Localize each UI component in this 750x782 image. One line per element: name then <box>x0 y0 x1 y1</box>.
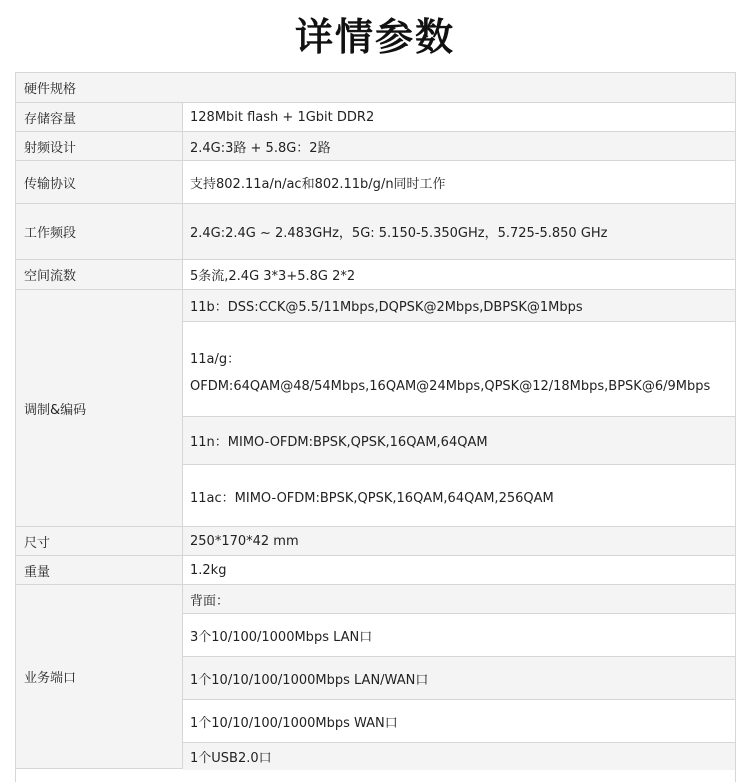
row-label: 空间流数 <box>16 260 183 289</box>
table-row <box>16 160 735 203</box>
row-value: 2.4G:3路 + 5.8G：2路 <box>183 132 735 160</box>
row-label: 尺寸 <box>16 527 183 555</box>
port-item: 1个USB2.0口 <box>183 742 735 770</box>
table-row <box>16 259 735 289</box>
page-title: 详情参数 <box>294 15 455 59</box>
table-row <box>16 203 735 259</box>
spec-table <box>15 72 736 782</box>
port-item: 1个10/10/100/1000Mbps WAN口 <box>183 699 735 742</box>
modulation-item-line: 11a/g： <box>190 352 241 367</box>
table-row <box>16 131 735 160</box>
row-label: 业务端口 <box>16 585 183 768</box>
modulation-item: 11n：MIMO-OFDM:BPSK,QPSK,16QAM,64QAM <box>183 416 735 464</box>
row-label: 重量 <box>16 556 183 584</box>
row-value: 5条流,2.4G 3*3+5.8G 2*2 <box>190 269 356 284</box>
row-value: 1.2kg <box>190 562 227 578</box>
section-header-row <box>16 72 735 102</box>
port-item: 1个10/10/100/1000Mbps LAN/WAN口 <box>183 656 735 699</box>
row-label: 工作频段 <box>16 204 183 259</box>
modulation-item-line: OFDM:64QAM@48/54Mbps,16QAM@24Mbps,QPSK@12/18Mbps,BPSK@6/9Mbps <box>190 379 711 394</box>
table-row <box>16 102 735 131</box>
section-title: 硬件规格 <box>16 73 735 102</box>
modulation-item <box>183 321 735 416</box>
row-value: 2.4G:2.4G ~ 2.483GHz，5G: 5.150-5.350GHz，5.725-5.850 GHz <box>183 204 735 259</box>
port-item: 3个10/100/1000Mbps LAN口 <box>183 613 735 656</box>
table-row <box>16 555 735 584</box>
row-label: 存储容量 <box>16 103 183 131</box>
table-row <box>16 526 735 555</box>
row-value: 支持802.11a/n/ac和802.11b/g/n同时工作 <box>190 176 446 192</box>
modulation-item: 11ac：MIMO-OFDM:BPSK,QPSK,16QAM,64QAM,256QAM <box>183 464 735 527</box>
port-item: 背面： <box>183 585 735 613</box>
row-label: 射频设计 <box>16 132 183 160</box>
modulation-item: 11b：DSS:CCK@5.5/11Mbps,DQPSK@2Mbps,DBPSK@1Mbps <box>183 290 735 321</box>
row-value: 250*170*42 mm <box>183 527 735 555</box>
table-row-ports <box>16 584 735 769</box>
table-row-modulation <box>16 289 735 526</box>
row-label: 传输协议 <box>16 161 183 203</box>
row-label: 调制&编码 <box>16 290 183 526</box>
row-value: 128Mbit flash + 1Gbit DDR2 <box>190 109 375 125</box>
